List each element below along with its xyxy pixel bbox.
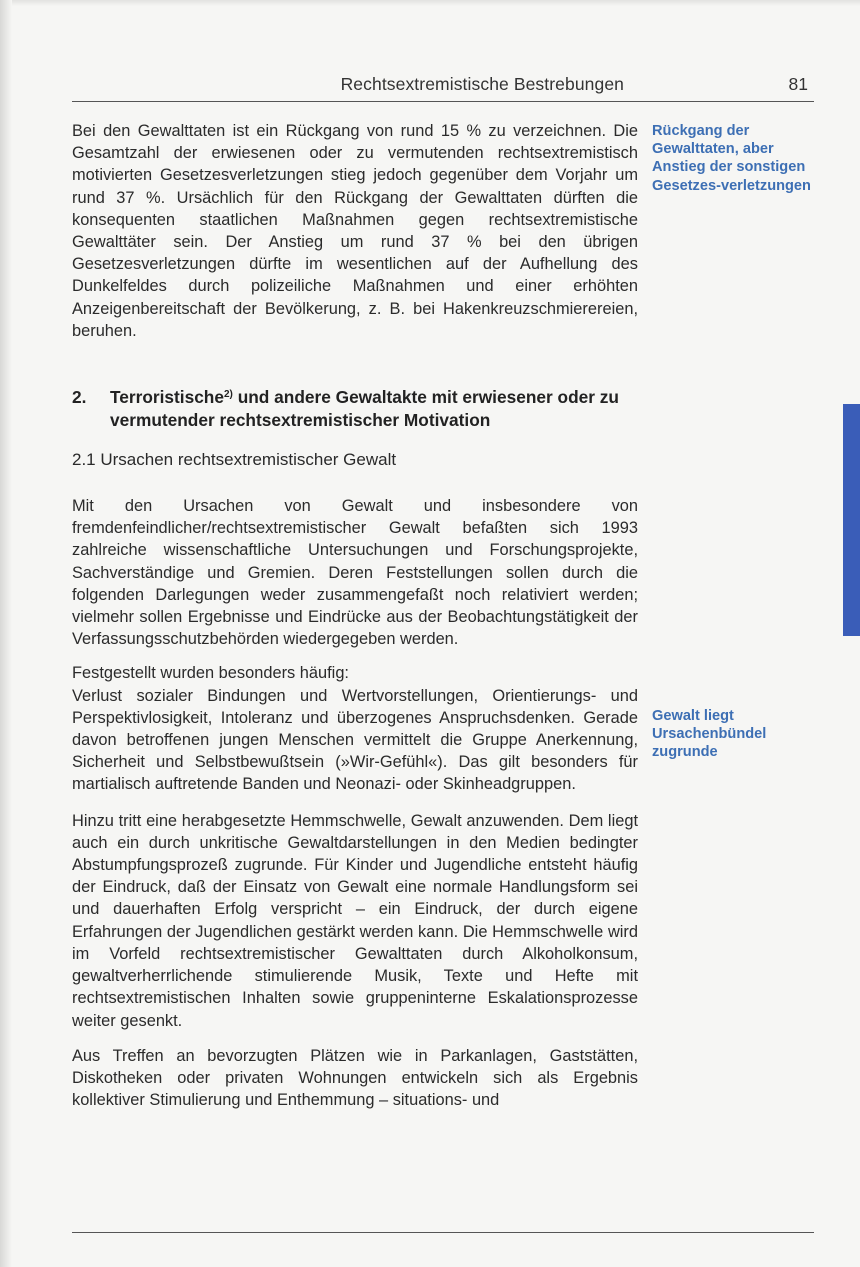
page-number: 81 xyxy=(788,74,808,94)
paragraph-verlust: Verlust sozialer Bindungen und Wertvorstellungen, Orientierungs- und Perspektivlosigkeit, Intoleranz und überzogenes Anspruchsdenken. Gerade davon betroffenen jungen Menschen vermittelt die Gruppe Anerkennung, Sicherheit und Selbstbewußtsein (»Wir-Gefühl«). Das gilt besonders für martialisch auftretende Banden und Neonazi- oder Skinheadgruppen. xyxy=(72,686,638,794)
section-number: 2. xyxy=(72,387,87,408)
footnote-marker: 2) xyxy=(223,389,233,401)
page-edge-shadow xyxy=(0,0,12,1267)
paragraph-hemmschwelle: Hinzu tritt eine herabgesetzte Hemmschwelle, Gewalt anzuwenden. Dem liegt auch ein durch unkritische Gewaltdarstellungen in den Medien bedingter Abstumpfungsprozeß zugrunde. Für Kinder und Jugendliche entsteht häufig der Eindruck, daß der Einsatz von Gewalt eine normale Handlungsform sei und dauerhaften Erfolg verspricht – ein Eindruck, der durch eigene Erfahrungen der Jugendlichen gestärkt werden kann. Die Hemmschwelle wird im Vorfeld rechtsextremistischer Gewalttaten durch Alkoholkonsum, gewaltverherrlichende stimulierende Musik, Texte und Hefte mit rechtsextremistischen Inhalten sowie gruppeninterne Eskalationsprozesse weiter gesenkt. xyxy=(72,811,638,1030)
running-header xyxy=(72,74,814,98)
paragraph-treffen: Aus Treffen an bevorzugten Plätzen wie in Parkanlagen, Gaststätten, Diskotheken oder privaten Wohnungen entwickeln sich als Ergebnis kollektiver Stimulierung und Enthemmung – situations- und xyxy=(72,1046,638,1110)
paragraph-ursachen: Mit den Ursachen von Gewalt und insbesondere von fremdenfeindlicher/rechtsextremistischer Gewalt befaßten sich 1993 zahlreiche wissenschaftliche Untersuchungen und Forschungsprojekte, Sachverständige und Gremien. Deren Feststellungen sollen durch die folgenden Darlegungen weder zusammengefaßt noch relativiert werden; vielmehr sollen Ergebnisse und Eindrücke aus der Beobachtungstätigkeit der Verfassungsschutzbehörden wiedergegeben werden. xyxy=(72,497,638,649)
main-text-column xyxy=(72,120,638,1111)
section-title-part2: und andere Gewaltakte mit erwiesener oder zu vermutender rechtsextremistischer Motivation xyxy=(110,387,619,431)
header-rule xyxy=(72,101,814,102)
section-title xyxy=(110,386,638,432)
paragraph-gewalttaten: Bei den Gewalttaten ist ein Rückgang von rund 15 % zu verzeichnen. Die Gesamtzahl der erwiesenen oder zu vermutenden rechtsextremistisch motivierten Gesetzesverletzungen stieg jedoch gegenüber dem Vorjahr um rund 37 %. Ursächlich für den Rückgang der Gewalttaten dürften die konsequenten staatlichen Maßnahmen gegen rechtsextremistische Gewalttäter sein. Der Anstieg um rund 37 % bei den übrigen Gesetzesverletzungen dürfte im wesentlichen auf der Aufhellung des Dunkelfeldes durch polizeiliche Maßnahmen und einer erhöhten Anzeigenbereitschaft der Bevölkerung, z. B. bei Hakenkreuzschmierereien, beruhen. xyxy=(72,122,638,340)
footer-rule xyxy=(72,1232,814,1233)
chapter-thumb-tab xyxy=(843,404,860,636)
running-header-title: Rechtsextremistische Bestrebungen xyxy=(340,74,624,94)
subsection-heading: 2.1 Ursachen rechtsextremistischer Gewalt xyxy=(72,450,397,470)
margin-note-rueckgang: Rückgang der Gewalttaten, aber Anstieg der sonstigen Gesetzes-verletzungen xyxy=(652,123,811,194)
margin-note-ursachenbuendel: Gewalt liegt Ursachenbündel zugrunde xyxy=(652,708,767,761)
paragraph-festgestellt: Festgestellt wurden besonders häufig: xyxy=(72,664,349,683)
page-top-shadow xyxy=(0,0,860,6)
section-heading xyxy=(72,386,638,432)
section-title-part1: Terroristische xyxy=(110,387,224,408)
